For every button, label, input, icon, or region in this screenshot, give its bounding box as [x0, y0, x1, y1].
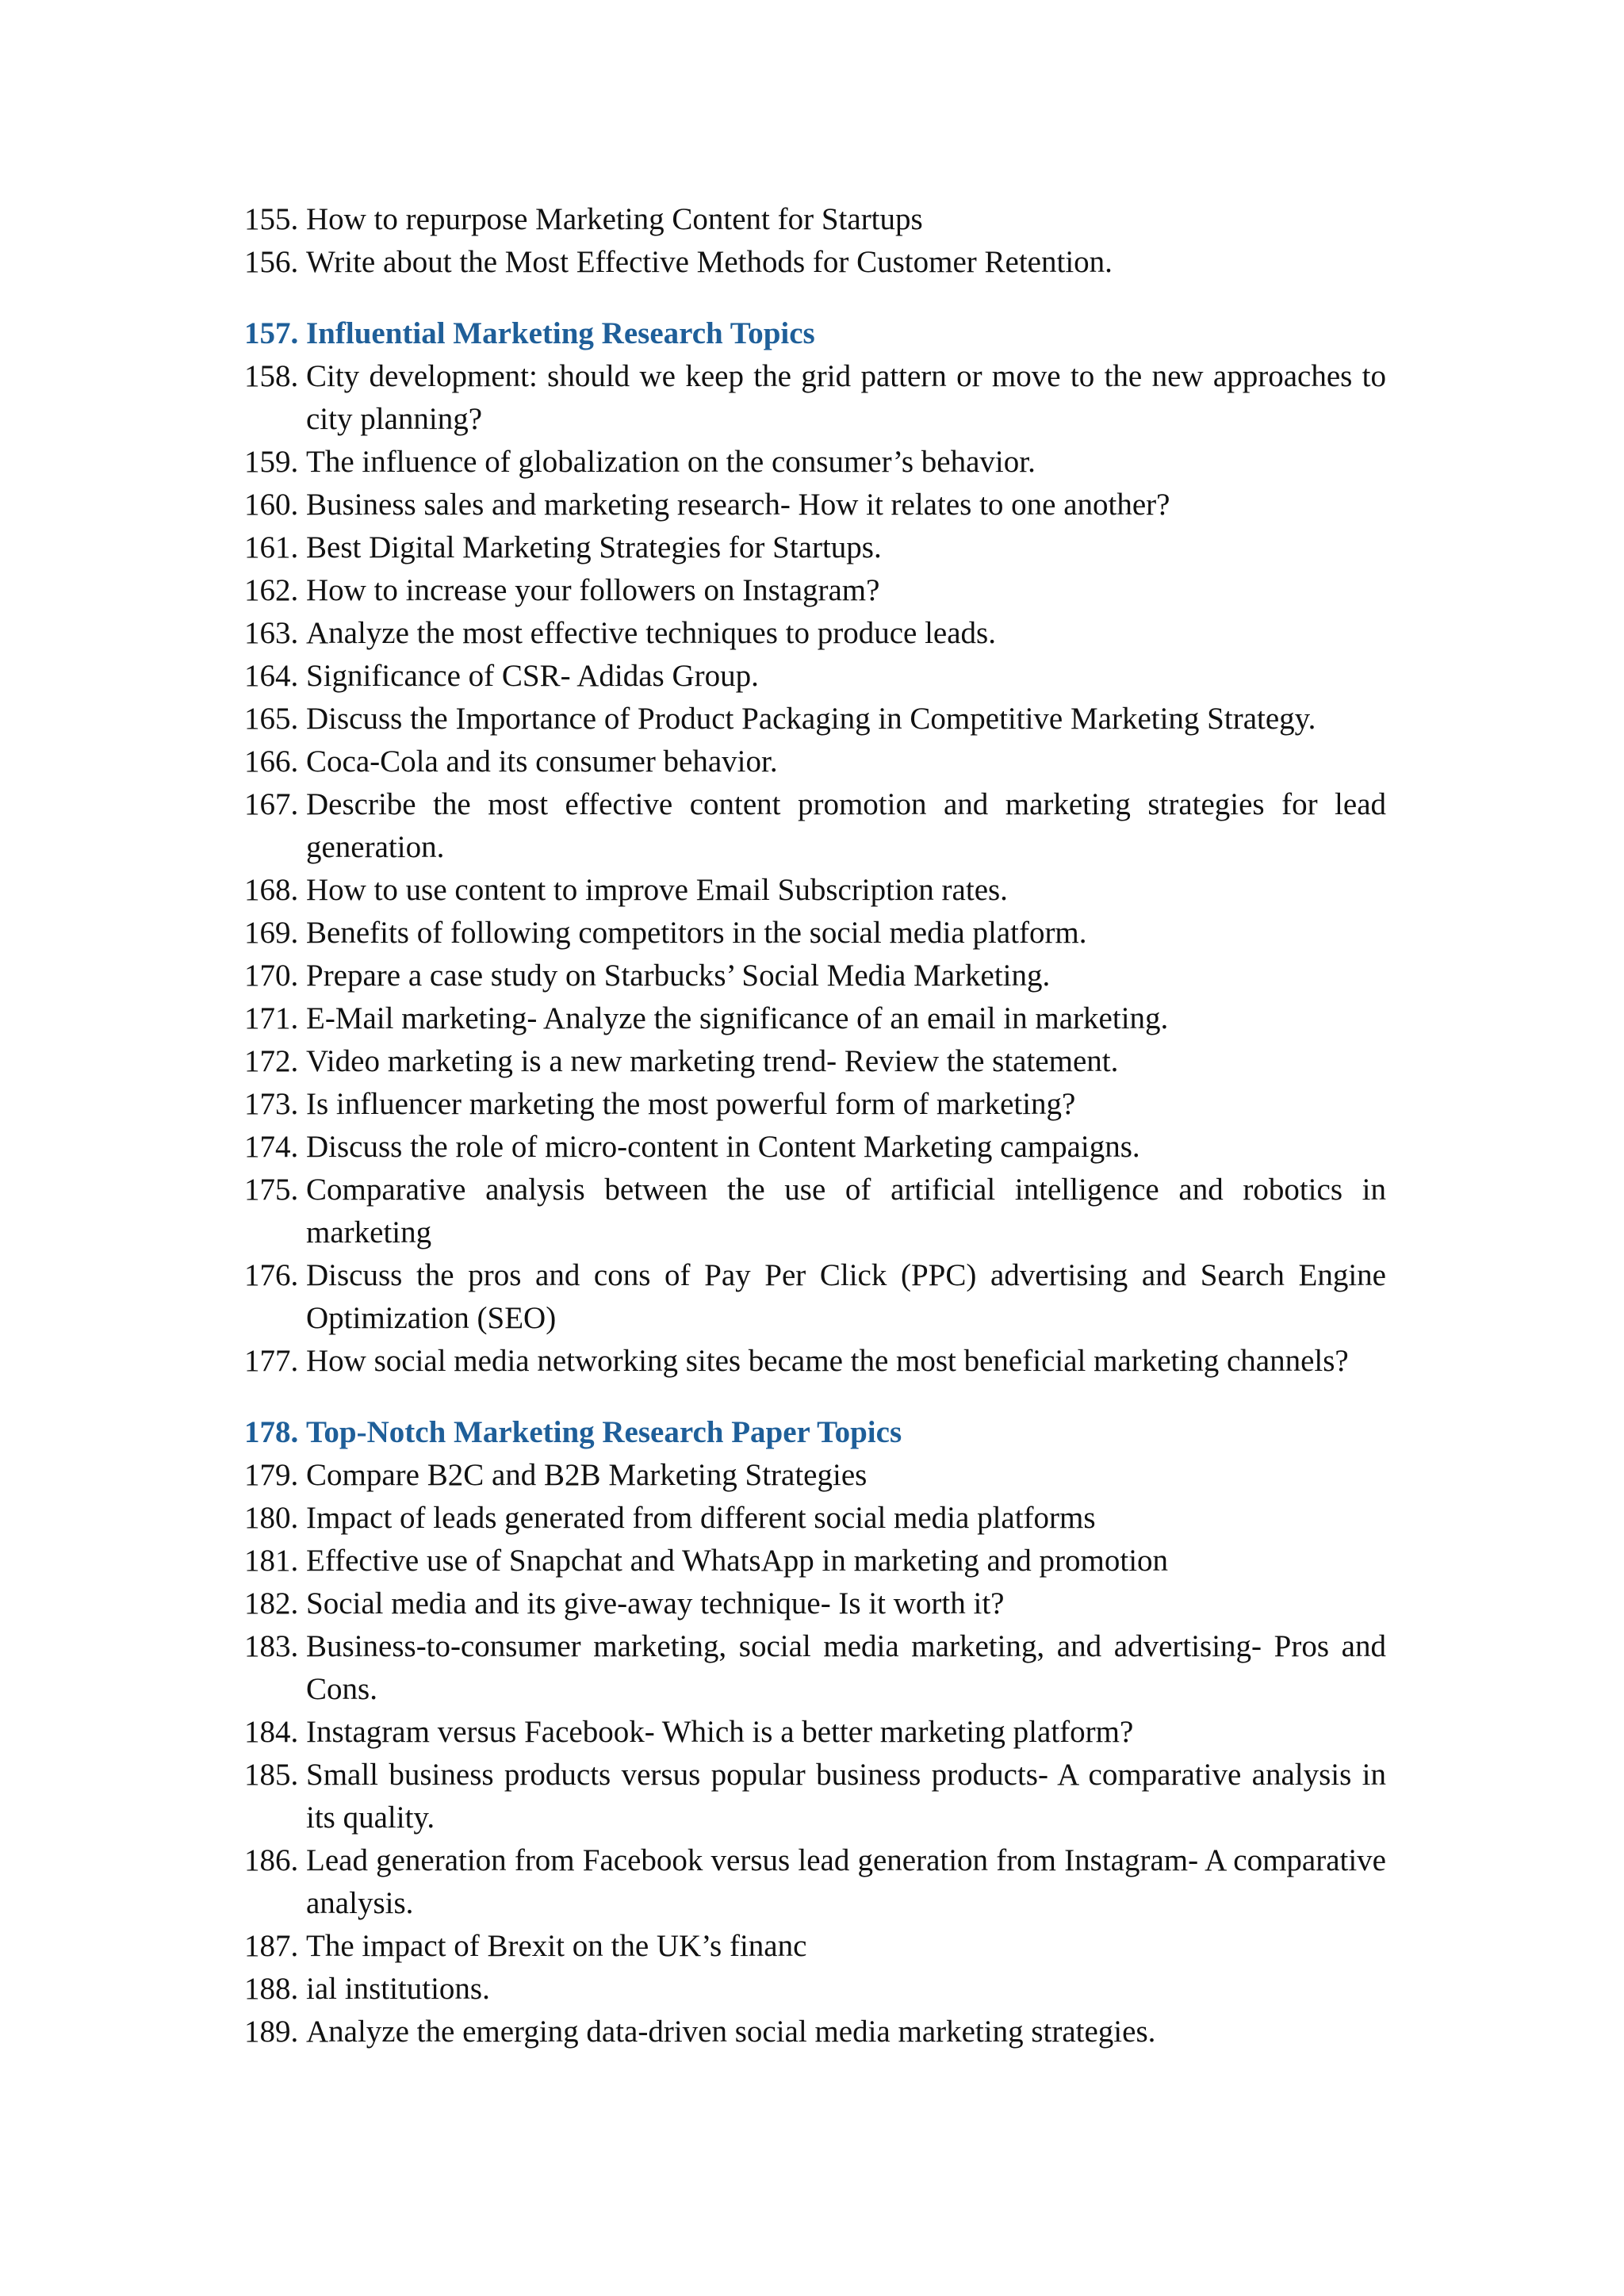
item-number: 161.: [244, 530, 299, 564]
item-text: Instagram versus Facebook- Which is a better marketing platform?: [306, 1715, 1134, 1749]
item-number: 187.: [244, 1929, 299, 1963]
section-heading: [244, 312, 1386, 355]
item-number: 184.: [244, 1715, 299, 1749]
list-item: [244, 1083, 1386, 1126]
item-text: Significance of CSR- Adidas Group.: [306, 659, 759, 693]
item-number: 155.: [244, 202, 299, 236]
item-text: Best Digital Marketing Strategies for Startups.: [306, 530, 882, 564]
item-number: 164.: [244, 659, 299, 693]
item-text: Analyze the most effective techniques to produce leads.: [306, 616, 996, 650]
list-item: [244, 569, 1386, 612]
item-text: The impact of Brexit on the UK’s financ: [306, 1929, 807, 1963]
section-heading-text: Top-Notch Marketing Research Paper Topics: [306, 1415, 902, 1449]
list-item: [244, 1126, 1386, 1169]
list-item: [244, 1454, 1386, 1497]
item-number: 160.: [244, 488, 299, 522]
item-number: 171.: [244, 1001, 299, 1035]
item-text: Discuss the Importance of Product Packaging in Competitive Marketing Strategy.: [306, 702, 1316, 736]
list-item: [244, 740, 1386, 783]
list-item: [244, 1540, 1386, 1582]
list-item: [244, 997, 1386, 1040]
item-number: 175.: [244, 1173, 299, 1207]
item-number: 165.: [244, 702, 299, 736]
list-item: [244, 241, 1386, 284]
item-number: 170.: [244, 959, 299, 993]
item-number: 181.: [244, 1544, 299, 1578]
item-text: The influence of globalization on the consumer’s behavior.: [306, 445, 1036, 479]
item-text: Prepare a case study on Starbucks’ Social Media Marketing.: [306, 959, 1051, 993]
item-text: Discuss the role of micro-content in Content Marketing campaigns.: [306, 1130, 1140, 1164]
topic-list: [244, 198, 1386, 2053]
list-item: [244, 484, 1386, 526]
list-item: [244, 912, 1386, 955]
item-number: 162.: [244, 573, 299, 607]
item-number: 156.: [244, 245, 299, 279]
item-text: Discuss the pros and cons of Pay Per Click (PPC) advertising and Search Engine Optimization (SEO): [306, 1258, 1386, 1335]
list-item: [244, 1040, 1386, 1083]
item-text: Video marketing is a new marketing trend- Review the statement.: [306, 1044, 1119, 1078]
list-item: [244, 1497, 1386, 1540]
item-number: 188.: [244, 1972, 299, 2006]
item-text: Write about the Most Effective Methods for Customer Retention.: [306, 245, 1113, 279]
list-item: [244, 1340, 1386, 1383]
item-number: 173.: [244, 1087, 299, 1121]
item-text: Small business products versus popular business products- A comparative analysis in its quality.: [306, 1758, 1386, 1835]
item-number: 183.: [244, 1629, 299, 1663]
item-number: 177.: [244, 1344, 299, 1378]
item-text: ial institutions.: [306, 1972, 490, 2006]
item-number: 158.: [244, 359, 299, 393]
list-item: [244, 1754, 1386, 1839]
item-number: 176.: [244, 1258, 299, 1292]
item-number: 189.: [244, 2015, 299, 2049]
item-number: 159.: [244, 445, 299, 479]
item-text: City development: should we keep the grid pattern or move to the new approaches to city planning?: [306, 359, 1386, 436]
item-text: Benefits of following competitors in the social media platform.: [306, 916, 1087, 950]
item-number: 174.: [244, 1130, 299, 1164]
item-text: How social media networking sites became the most beneficial marketing channels?: [306, 1344, 1349, 1378]
item-text: Lead generation from Facebook versus lead generation from Instagram- A comparative analysis.: [306, 1843, 1386, 1920]
list-item: [244, 441, 1386, 484]
list-item: [244, 955, 1386, 997]
item-number: 179.: [244, 1458, 299, 1492]
item-text: Describe the most effective content promotion and marketing strategies for lead generation.: [306, 787, 1386, 864]
list-item: [244, 1839, 1386, 1925]
list-item: [244, 1254, 1386, 1340]
list-item: [244, 1582, 1386, 1625]
list-item: [244, 612, 1386, 655]
item-number: 168.: [244, 873, 299, 907]
list-item: [244, 2011, 1386, 2053]
item-number: 167.: [244, 787, 299, 821]
item-text: Analyze the emerging data-driven social media marketing strategies.: [306, 2015, 1156, 2049]
list-item: [244, 698, 1386, 740]
item-number: 182.: [244, 1586, 299, 1621]
item-text: Compare B2C and B2B Marketing Strategies: [306, 1458, 868, 1492]
item-number: 172.: [244, 1044, 299, 1078]
item-text: Comparative analysis between the use of artificial intelligence and robotics in marketing: [306, 1173, 1386, 1249]
list-item: [244, 1968, 1386, 2011]
item-text: E-Mail marketing- Analyze the significance of an email in marketing.: [306, 1001, 1169, 1035]
list-item: [244, 655, 1386, 698]
item-text: Business-to-consumer marketing, social media marketing, and advertising- Pros and Cons.: [306, 1629, 1386, 1706]
item-number: 185.: [244, 1758, 299, 1792]
list-item: [244, 1925, 1386, 1968]
list-item: [244, 1711, 1386, 1754]
item-number: 178.: [244, 1415, 299, 1449]
item-number: 166.: [244, 744, 299, 779]
item-text: Impact of leads generated from different social media platforms: [306, 1501, 1096, 1535]
item-text: How to repurpose Marketing Content for Startups: [306, 202, 923, 236]
section-heading-text: Influential Marketing Research Topics: [306, 316, 815, 350]
list-item: [244, 1625, 1386, 1711]
list-item: [244, 355, 1386, 441]
item-number: 180.: [244, 1501, 299, 1535]
list-item: [244, 198, 1386, 241]
item-number: 163.: [244, 616, 299, 650]
item-number: 169.: [244, 916, 299, 950]
item-number: 157.: [244, 316, 299, 350]
item-text: How to use content to improve Email Subscription rates.: [306, 873, 1008, 907]
section-heading: [244, 1411, 1386, 1454]
list-item: [244, 526, 1386, 569]
item-text: Coca-Cola and its consumer behavior.: [306, 744, 778, 779]
item-text: How to increase your followers on Instagram?: [306, 573, 880, 607]
item-text: Social media and its give-away technique- Is it worth it?: [306, 1586, 1005, 1621]
item-text: Is influencer marketing the most powerful form of marketing?: [306, 1087, 1076, 1121]
item-text: Business sales and marketing research- How it relates to one another?: [306, 488, 1170, 522]
item-text: Effective use of Snapchat and WhatsApp in marketing and promotion: [306, 1544, 1169, 1578]
list-item: [244, 869, 1386, 912]
list-item: [244, 1169, 1386, 1254]
item-number: 186.: [244, 1843, 299, 1877]
list-item: [244, 783, 1386, 869]
